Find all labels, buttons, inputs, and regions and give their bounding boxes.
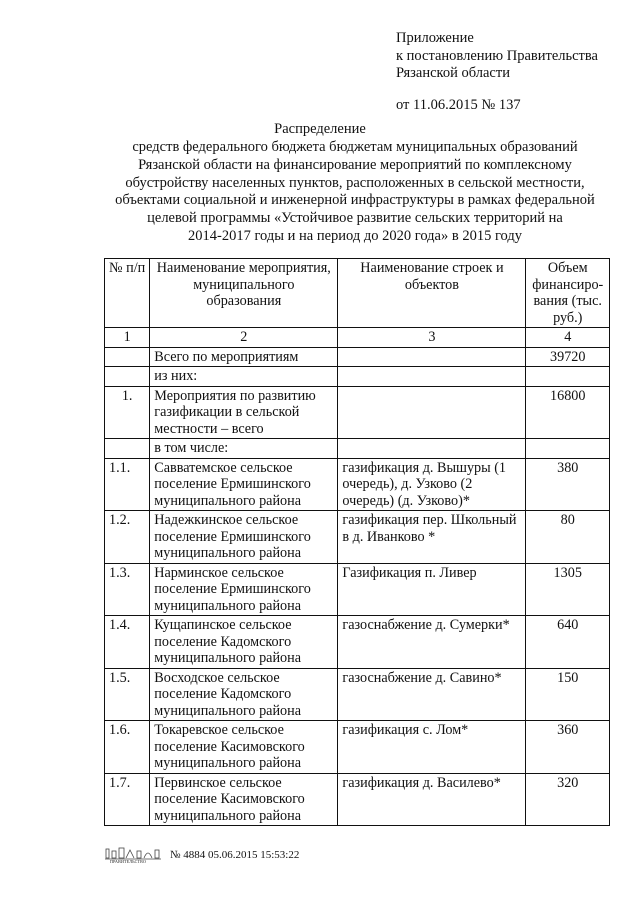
section-name: Мероприятия по развитию газификации в сельской местности – всего [150,386,338,439]
section-number: 1. [105,386,150,439]
row-amount: 320 [526,773,610,826]
row-amount: 640 [526,616,610,669]
row-number: 1.4. [105,616,150,669]
row-object: газификация д. Василево* [338,773,526,826]
title-line: 2014-2017 годы и на период до 2020 года» в 2015 году [188,227,522,244]
document-registration-mark: № 4884 05.06.2015 15:53:22 [170,849,300,861]
row-number: 1.1. [105,458,150,511]
row-object: газоснабжение д. Сумерки* [338,616,526,669]
row-municipality: Токаревское сельское поселение Касимовского муниципального района [150,721,338,774]
of-them-row [105,367,610,387]
row-number: 1.6. [105,721,150,774]
column-number: 2 [150,328,338,348]
registration-footer [104,845,299,865]
table-row [105,616,610,669]
including-row [105,439,610,459]
row-amount: 380 [526,458,610,511]
row-number: 1.2. [105,511,150,564]
total-label: Всего по мероприятиям [150,347,338,367]
title-line: Рязанской области на финансирование мероприятий по комплексному [138,156,572,173]
table-row [105,721,610,774]
row-number: 1.7. [105,773,150,826]
of-them-label: из них: [150,367,338,387]
column-number: 3 [338,328,526,348]
row-amount: 80 [526,511,610,564]
table-row [105,668,610,721]
total-row [105,347,610,367]
title-line: объектами социальной и инженерной инфраструктуры в рамках федеральной [115,192,595,209]
row-municipality: Восходское сельское поселение Кадомского муниципального района [150,668,338,721]
title-line: обустройству населенных пунктов, расположенных в сельской местности, [125,174,585,191]
table-row [105,511,610,564]
row-number: 1.5. [105,668,150,721]
row-object: газификация д. Вышуры (1 очередь), д. Узково (2 очередь) (д. Узково)* [338,458,526,511]
row-object: Газификация п. Ливер [338,563,526,616]
document-heading: Распределение [274,121,366,137]
row-amount: 150 [526,668,610,721]
resolution-label: к постановлению Правительства [396,47,598,64]
row-municipality: Нарминское сельское поселение Ермишинского муниципального района [150,563,338,616]
row-number: 1.3. [105,563,150,616]
header-number: № п/п [105,259,150,328]
row-amount: 360 [526,721,610,774]
header-measure: Наименование мероприятия, муниципального образования [150,259,338,328]
appendix-label: Приложение [396,30,474,46]
document-title [90,139,620,246]
row-object: газификация пер. Школьный в д. Иванково * [338,511,526,564]
total-value: 39720 [526,347,610,367]
table-row [105,563,610,616]
section-value: 16800 [526,386,610,439]
including-label: в том числе: [150,439,338,459]
header-object: Наименование строек и объектов [338,259,526,328]
title-line: целевой программы «Устойчивое развитие сельских территорий на [147,210,563,227]
title-line: средств федерального бюджета бюджетам муниципальных образований [132,139,578,155]
row-municipality: Первинское сельское поселение Касимовского муниципального района [150,773,338,826]
table-header-row [105,259,610,328]
column-number-row [105,328,610,348]
column-number: 1 [105,328,150,348]
region-label: Рязанской области [396,65,510,81]
row-municipality: Надежкинское сельское поселение Ермишинского муниципального района [150,511,338,564]
row-amount: 1305 [526,563,610,616]
table-row [105,458,610,511]
row-municipality: Савватемское сельское поселение Ермишинского муниципального района [150,458,338,511]
funding-table [104,258,610,826]
table-row [105,773,610,826]
government-logo-icon [104,845,162,865]
logo-caption: ПРАВИТЕЛЬСТВО [110,859,147,864]
section-row [105,386,610,439]
approval-header [396,30,598,114]
row-object: газификация с. Лом* [338,721,526,774]
row-municipality: Кущапинское сельское поселение Кадомского муниципального района [150,616,338,669]
column-number: 4 [526,328,610,348]
header-amount: Объем финансиро-вания (тыс. руб.) [526,259,610,328]
resolution-date: от 11.06.2015 № 137 [396,96,521,113]
row-object: газоснабжение д. Савино* [338,668,526,721]
